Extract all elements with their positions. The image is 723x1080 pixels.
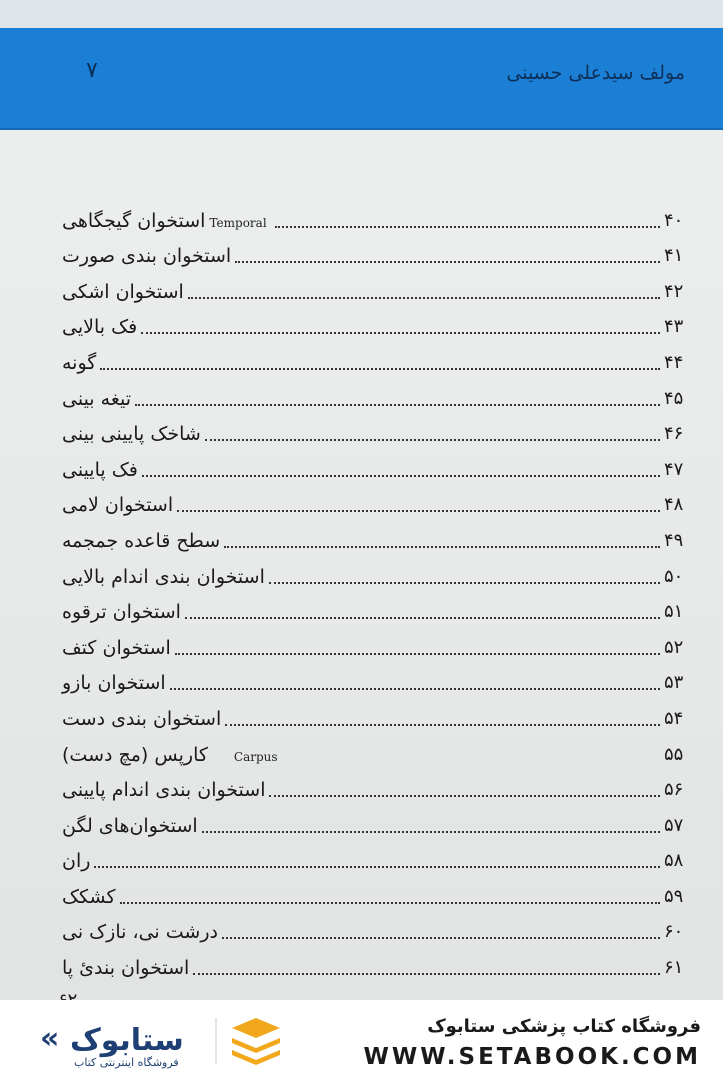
toc-entry-page-number: ۴۱ bbox=[664, 245, 684, 267]
toc-entry bbox=[58, 447, 688, 483]
toc-entry-page-number: ۵۳ bbox=[664, 672, 684, 694]
dot-leader bbox=[269, 794, 660, 797]
toc-entry bbox=[58, 269, 688, 305]
toc-entry-title: استخوان کتف bbox=[62, 636, 171, 659]
dot-leader bbox=[275, 225, 660, 228]
author-line: مولف سیدعلی حسینی bbox=[506, 62, 685, 84]
dot-leader bbox=[100, 367, 660, 370]
toc-entry-page-number: ۵۱ bbox=[664, 601, 684, 623]
toc-entry bbox=[58, 732, 688, 768]
toc-entry-page-number: ۵۸ bbox=[664, 850, 684, 872]
dot-leader bbox=[120, 901, 661, 904]
toc-entry-page-number: ۴۳ bbox=[664, 316, 684, 338]
dot-leader bbox=[205, 438, 660, 441]
toc-entry-page-number: ۶۱ bbox=[664, 957, 684, 979]
toc-entry-title: استخوان لامی bbox=[62, 494, 174, 517]
toc-entry-title: استخوان بندئ پا bbox=[62, 957, 190, 980]
toc-entry-title: استخوان بندی صورت bbox=[62, 245, 232, 268]
toc-entry-title: فک پایینی bbox=[62, 458, 138, 481]
dot-leader bbox=[222, 936, 660, 939]
toc-entry-page-number: ۴۹ bbox=[664, 529, 684, 551]
toc-entry-page-number: ۵۴ bbox=[664, 707, 684, 729]
table-of-contents bbox=[58, 198, 688, 981]
toc-entry-title: کارپس (مچ دست) bbox=[62, 743, 208, 766]
toc-entry-title: شاخک پایینی بینی bbox=[62, 423, 201, 446]
dot-leader bbox=[185, 616, 660, 619]
toc-entry bbox=[58, 696, 688, 732]
toc-entry-page-number: ۴۰ bbox=[664, 209, 684, 231]
dot-leader bbox=[188, 296, 660, 299]
toc-entry-page-number: ۵۲ bbox=[664, 636, 684, 658]
dot-leader bbox=[235, 260, 660, 263]
toc-entry-title: استخوان‌های لگن bbox=[62, 814, 198, 837]
toc-entry-title: کشکک bbox=[62, 885, 116, 908]
toc-entry-page-number: ۵۰ bbox=[664, 565, 684, 587]
dot-leader bbox=[225, 723, 660, 726]
toc-entry-title: استخوان بندی دست bbox=[62, 707, 222, 730]
toc-entry bbox=[58, 340, 688, 376]
toc-entry-title: استخوان بندی اندام پایینی bbox=[62, 779, 266, 802]
toc-entry-page-number: ۵۹ bbox=[664, 885, 684, 907]
toc-entry-latin-term: Carpus bbox=[233, 749, 278, 764]
toc-entry bbox=[58, 376, 688, 412]
page-top-edge bbox=[0, 0, 723, 28]
toc-entry-page-number: ۵۷ bbox=[664, 814, 684, 836]
dot-leader bbox=[202, 830, 660, 833]
toc-entry bbox=[58, 945, 688, 981]
toc-entry-title: فک بالایی bbox=[62, 316, 138, 339]
toc-entry bbox=[58, 412, 688, 448]
dot-leader bbox=[170, 687, 660, 690]
toc-entry bbox=[58, 661, 688, 697]
toc-entry bbox=[58, 803, 688, 839]
dot-leader bbox=[269, 581, 660, 584]
page-header bbox=[0, 28, 723, 130]
toc-entry-page-number: ۴۷ bbox=[664, 458, 684, 480]
setabook-logo bbox=[34, 1012, 284, 1070]
toc-entry-title: استخوان ترقوه bbox=[62, 601, 181, 624]
book-stack-icon bbox=[232, 1018, 280, 1065]
toc-entry-title: درشت نی، نازک نی bbox=[62, 921, 218, 944]
logo-subtitle: فروشگاه اینترنتی کتاب bbox=[74, 1056, 179, 1069]
toc-entry-page-number: ۴۶ bbox=[664, 423, 684, 445]
toc-entry-title: ران bbox=[62, 850, 91, 873]
toc-entry-page-number: ۴۸ bbox=[664, 494, 684, 516]
toc-entry bbox=[58, 839, 688, 875]
toc-entry-title: سطح قاعده جمجمه bbox=[62, 529, 221, 552]
dot-leader bbox=[141, 331, 660, 334]
toc-entry bbox=[58, 768, 688, 804]
dot-leader bbox=[175, 652, 660, 655]
toc-entry-page-number: ۵۵ bbox=[664, 743, 684, 765]
toc-entry bbox=[58, 234, 688, 270]
store-url: WWW.SETABOOK.COM bbox=[363, 1044, 701, 1070]
toc-entry bbox=[58, 625, 688, 661]
dot-leader bbox=[94, 865, 660, 868]
toc-entry-title: استخوان گیجگاهی bbox=[62, 209, 206, 232]
toc-entry-page-number: ۴۲ bbox=[664, 280, 684, 302]
toc-entry bbox=[58, 590, 688, 626]
toc-entry bbox=[58, 483, 688, 519]
logo-wordmark: ستابوک bbox=[70, 1023, 184, 1058]
dot-leader bbox=[308, 761, 660, 762]
toc-entry-page-number: ۴۵ bbox=[664, 387, 684, 409]
watermark-footer bbox=[0, 1000, 723, 1080]
toc-entry bbox=[58, 910, 688, 946]
toc-entry bbox=[58, 305, 688, 341]
toc-entry-title: تیغه بینی bbox=[62, 387, 132, 410]
toc-entry bbox=[58, 554, 688, 590]
toc-entry bbox=[58, 874, 688, 910]
dot-leader bbox=[193, 972, 660, 975]
logo-chevrons: « bbox=[40, 1021, 60, 1056]
store-name: فروشگاه کتاب پزشکی ستابوک bbox=[427, 1016, 701, 1037]
dot-leader bbox=[224, 545, 660, 548]
dot-leader bbox=[177, 509, 660, 512]
toc-entry bbox=[58, 518, 688, 554]
toc-entry-title: استخوان اشکی bbox=[62, 280, 184, 303]
dot-leader bbox=[135, 403, 660, 406]
toc-entry-title: استخوان بازو bbox=[62, 672, 166, 695]
toc-entry-page-number: ۶۰ bbox=[664, 921, 684, 943]
toc-entry-latin-term: Temporal bbox=[209, 215, 267, 230]
page-number: ۷ bbox=[86, 58, 98, 83]
toc-entry-title: گونه bbox=[62, 351, 97, 374]
dot-leader bbox=[142, 474, 660, 477]
toc-entry-title: استخوان بندی اندام بالایی bbox=[62, 565, 265, 588]
toc-entry-page-number: ۴۴ bbox=[664, 351, 684, 373]
toc-entry bbox=[58, 198, 688, 234]
toc-entry-page-number: ۵۶ bbox=[664, 779, 684, 801]
